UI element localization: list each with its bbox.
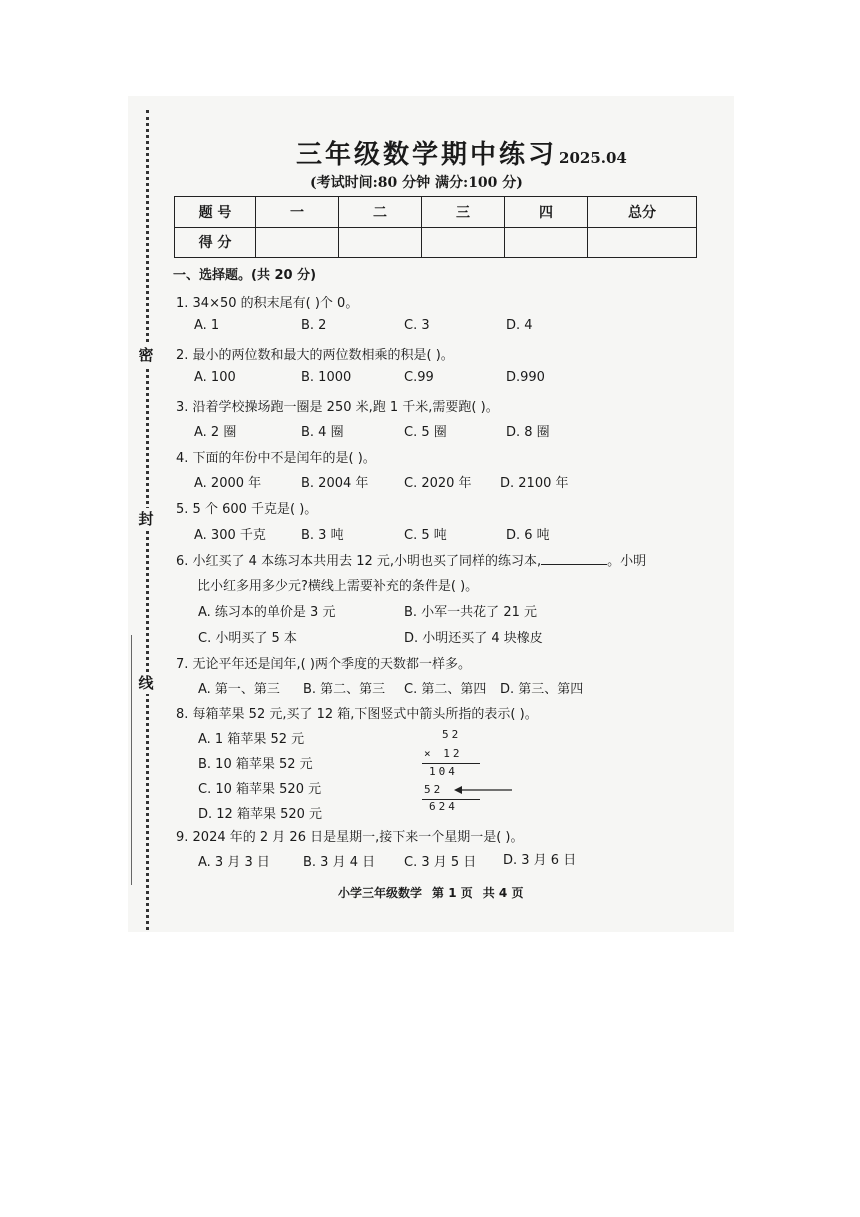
option-a[interactable]: A. 2 圈 bbox=[194, 425, 237, 440]
option-d[interactable]: D. 12 箱苹果 520 元 bbox=[198, 807, 323, 822]
score-cell-input[interactable] bbox=[505, 227, 588, 258]
vertical-calc-partial-2: 52 bbox=[424, 783, 444, 796]
score-table-score-row bbox=[175, 227, 697, 258]
score-cell-header: 三 bbox=[422, 197, 505, 228]
option-c[interactable]: C. 3 月 5 日 bbox=[404, 855, 477, 870]
option-a[interactable]: A. 300 千克 bbox=[194, 528, 266, 543]
footer-page: 第 1 页 bbox=[432, 886, 473, 900]
question-stem-part-b: 。小明 bbox=[607, 554, 647, 569]
question-stem: 7. 无论平年还是闰年,( )两个季度的天数都一样多。 bbox=[176, 657, 471, 672]
score-cell-header: 一 bbox=[256, 197, 339, 228]
vertical-calc-product: 624 bbox=[429, 800, 458, 813]
option-d[interactable]: D. 8 圈 bbox=[506, 425, 550, 440]
question-stem-part-a: 6. 小红买了 4 本练习本共用去 12 元,小明也买了同样的练习本, bbox=[176, 554, 542, 569]
option-a[interactable]: A. 1 箱苹果 52 元 bbox=[198, 732, 305, 747]
option-d[interactable]: D. 第三、第四 bbox=[500, 682, 584, 697]
option-a[interactable]: A. 2000 年 bbox=[194, 476, 262, 491]
question-stem: 8. 每箱苹果 52 元,买了 12 箱,下图竖式中箭头所指的表示( )。 bbox=[176, 707, 538, 722]
seal-char-xian: 线 bbox=[133, 672, 159, 694]
footer-subject: 小学三年级数学 bbox=[338, 886, 423, 900]
question-stem: 1. 34×50 的积末尾有( )个 0。 bbox=[176, 296, 359, 311]
section-title: 一、选择题。(共 20 分) bbox=[173, 268, 317, 283]
vertical-calc-multiplicand: 52 bbox=[442, 728, 462, 741]
exam-title bbox=[296, 134, 676, 174]
score-cell-header: 总分 bbox=[588, 197, 697, 228]
option-c[interactable]: C. 5 圈 bbox=[404, 425, 447, 440]
score-table-header-row bbox=[175, 197, 697, 228]
option-c[interactable]: C. 第二、第四 bbox=[404, 682, 487, 697]
option-d[interactable]: D. 3 月 6 日 bbox=[503, 853, 577, 868]
question-stem-continued: 比小红多用多少元?横线上需要补充的条件是( )。 bbox=[197, 579, 479, 594]
option-b[interactable]: B. 第二、第三 bbox=[303, 682, 386, 697]
question-stem: 2. 最小的两位数和最大的两位数相乘的积是( )。 bbox=[176, 348, 454, 363]
footer-total: 共 4 页 bbox=[482, 886, 524, 900]
option-d[interactable]: D.990 bbox=[506, 370, 545, 385]
option-a[interactable]: A. 3 月 3 日 bbox=[198, 855, 270, 870]
option-c[interactable]: C. 小明买了 5 本 bbox=[198, 631, 297, 646]
option-c[interactable]: C. 10 箱苹果 520 元 bbox=[198, 782, 322, 797]
vertical-calc-partial-1: 104 bbox=[429, 765, 458, 778]
option-c[interactable]: C. 5 吨 bbox=[404, 528, 447, 543]
option-c[interactable]: C. 3 bbox=[404, 318, 430, 333]
option-d[interactable]: D. 6 吨 bbox=[506, 528, 550, 543]
option-b[interactable]: B. 2 bbox=[301, 318, 327, 333]
title-text: 三年级数学期中练习 bbox=[296, 140, 558, 170]
question-stem: 3. 沿着学校操场跑一圈是 250 米,跑 1 千米,需要跑( )。 bbox=[176, 400, 499, 415]
score-cell-label: 得 分 bbox=[175, 227, 256, 258]
option-a[interactable]: A. 100 bbox=[194, 370, 236, 385]
fill-blank[interactable] bbox=[541, 552, 607, 565]
option-a[interactable]: A. 第一、第三 bbox=[198, 682, 280, 697]
option-b[interactable]: B. 2004 年 bbox=[301, 476, 369, 491]
option-a[interactable]: A. 练习本的单价是 3 元 bbox=[198, 605, 336, 620]
option-b[interactable]: B. 10 箱苹果 52 元 bbox=[198, 757, 313, 772]
option-b[interactable]: B. 3 吨 bbox=[301, 528, 344, 543]
option-d[interactable]: D. 2100 年 bbox=[500, 476, 569, 491]
seal-char-mi: 密 bbox=[133, 344, 159, 366]
option-b[interactable]: B. 1000 bbox=[301, 370, 352, 385]
score-cell-header: 二 bbox=[339, 197, 422, 228]
arrow-left-icon bbox=[452, 783, 514, 797]
question-stem bbox=[176, 550, 646, 569]
score-cell-header: 四 bbox=[505, 197, 588, 228]
score-cell-input[interactable] bbox=[256, 227, 339, 258]
question-stem: 4. 下面的年份中不是闰年的是( )。 bbox=[176, 451, 376, 466]
option-b[interactable]: B. 3 月 4 日 bbox=[303, 855, 376, 870]
question-stem: 5. 5 个 600 千克是( )。 bbox=[176, 502, 318, 517]
title-date: 2025.04 bbox=[559, 149, 627, 167]
score-cell-input[interactable] bbox=[588, 227, 697, 258]
option-d[interactable]: D. 4 bbox=[506, 318, 533, 333]
seal-char-feng: 封 bbox=[133, 508, 159, 530]
score-cell-input[interactable] bbox=[339, 227, 422, 258]
option-d[interactable]: D. 小明还买了 4 块橡皮 bbox=[404, 631, 543, 646]
option-b[interactable]: B. 小军一共花了 21 元 bbox=[404, 605, 537, 620]
option-c[interactable]: C. 2020 年 bbox=[404, 476, 472, 491]
page-footer bbox=[338, 884, 533, 901]
vertical-calc-rule bbox=[422, 763, 480, 764]
seal-side-line bbox=[131, 635, 132, 885]
score-cell-header: 题 号 bbox=[175, 197, 256, 228]
option-a[interactable]: A. 1 bbox=[194, 318, 220, 333]
vertical-calc-multiplier: × 12 bbox=[424, 747, 463, 760]
score-cell-input[interactable] bbox=[422, 227, 505, 258]
exam-subtitle: (考试时间:80 分钟 满分:100 分) bbox=[310, 175, 523, 191]
question-stem: 9. 2024 年的 2 月 26 日是星期一,接下来一个星期一是( )。 bbox=[176, 830, 524, 845]
score-table bbox=[174, 196, 697, 258]
option-c[interactable]: C.99 bbox=[404, 370, 434, 385]
option-b[interactable]: B. 4 圈 bbox=[301, 425, 344, 440]
